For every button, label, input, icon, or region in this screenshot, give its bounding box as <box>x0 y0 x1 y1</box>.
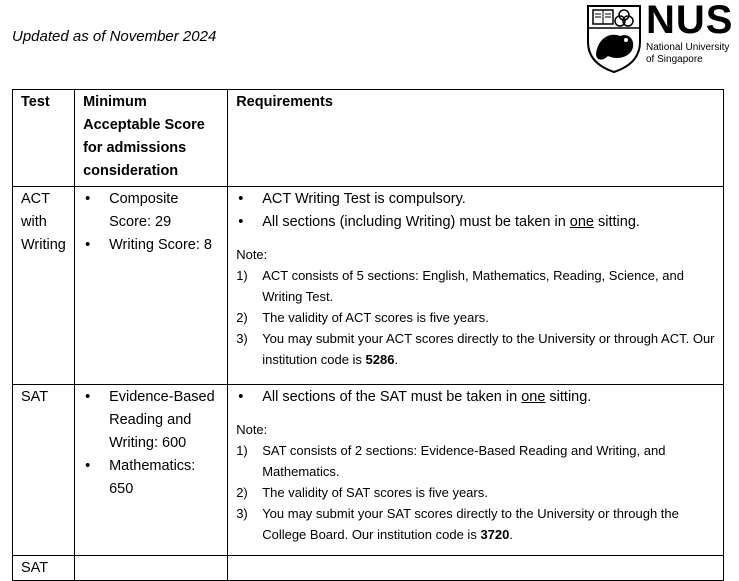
act-score-composite: • Composite Score: 29 <box>83 188 219 234</box>
partial-row-cell-3 <box>228 556 724 581</box>
table-row-partial <box>13 556 724 581</box>
act-test-name: ACT with Writing <box>13 187 75 385</box>
crest-icon <box>586 4 642 74</box>
act-note-3: 3) You may submit your ACT scores directly to the University or through ACT. Our institution code is 5286. <box>236 331 715 367</box>
nus-logo <box>586 0 736 74</box>
act-req-2-underline: one <box>569 214 594 230</box>
sat-scores <box>75 385 228 556</box>
act-note-label: Note: <box>236 247 268 262</box>
sat-note-3: 3) You may submit your SAT scores directly to the University or through the College Board. Our institution code is 3720. <box>236 506 679 542</box>
sat-requirements <box>228 385 724 556</box>
partial-row-test: SAT <box>13 556 75 581</box>
act-institution-code: 5286 <box>365 352 395 367</box>
act-note-2: 2) The validity of ACT scores is five years. <box>236 310 489 325</box>
header-minimum-score: Minimum Acceptable Score for admissions consideration <box>75 90 228 187</box>
header-requirements: Requirements <box>228 90 724 187</box>
act-score-writing: • Writing Score: 8 <box>83 234 219 257</box>
sat-score-ebrw: • Evidence-Based Reading and Writing: 600 <box>83 386 219 455</box>
sat-institution-code: 3720 <box>480 527 510 542</box>
act-scores <box>75 187 228 385</box>
logo-subtitle-line1: National University <box>646 42 730 53</box>
table-row-sat <box>13 385 724 556</box>
table-row-act <box>13 187 724 385</box>
sat-note-label: Note: <box>236 422 268 437</box>
sat-note-1: 1) SAT consists of 2 sections: Evidence-Based Reading and Writing, and Mathematics. <box>236 443 666 479</box>
table-header-row <box>13 90 724 187</box>
logo-subtitle-line2: of Singapore <box>646 54 703 65</box>
sat-req-1-underline: one <box>521 389 546 405</box>
act-requirements <box>228 187 724 385</box>
sat-req-1: • All sections of the SAT must be taken in one sitting. <box>236 386 715 409</box>
header-test: Test <box>13 90 75 187</box>
sat-test-name: SAT <box>13 385 75 556</box>
act-req-1: • ACT Writing Test is compulsory. <box>236 188 715 211</box>
sat-note-2: 2) The validity of SAT scores is five years. <box>236 485 488 500</box>
updated-date: Updated as of November 2024 <box>12 28 217 45</box>
logo-subtitle <box>646 42 729 66</box>
sat-score-math: • Mathematics: 650 <box>83 455 219 501</box>
act-note-1: 1) ACT consists of 5 sections: English, Mathematics, Reading, Science, and Writing Test. <box>236 268 684 304</box>
requirements-table <box>12 89 724 581</box>
act-req-2: • All sections (including Writing) must be taken in one sitting. <box>236 211 715 234</box>
logo-brand: NUS <box>646 0 734 42</box>
partial-row-cell-2 <box>75 556 228 581</box>
